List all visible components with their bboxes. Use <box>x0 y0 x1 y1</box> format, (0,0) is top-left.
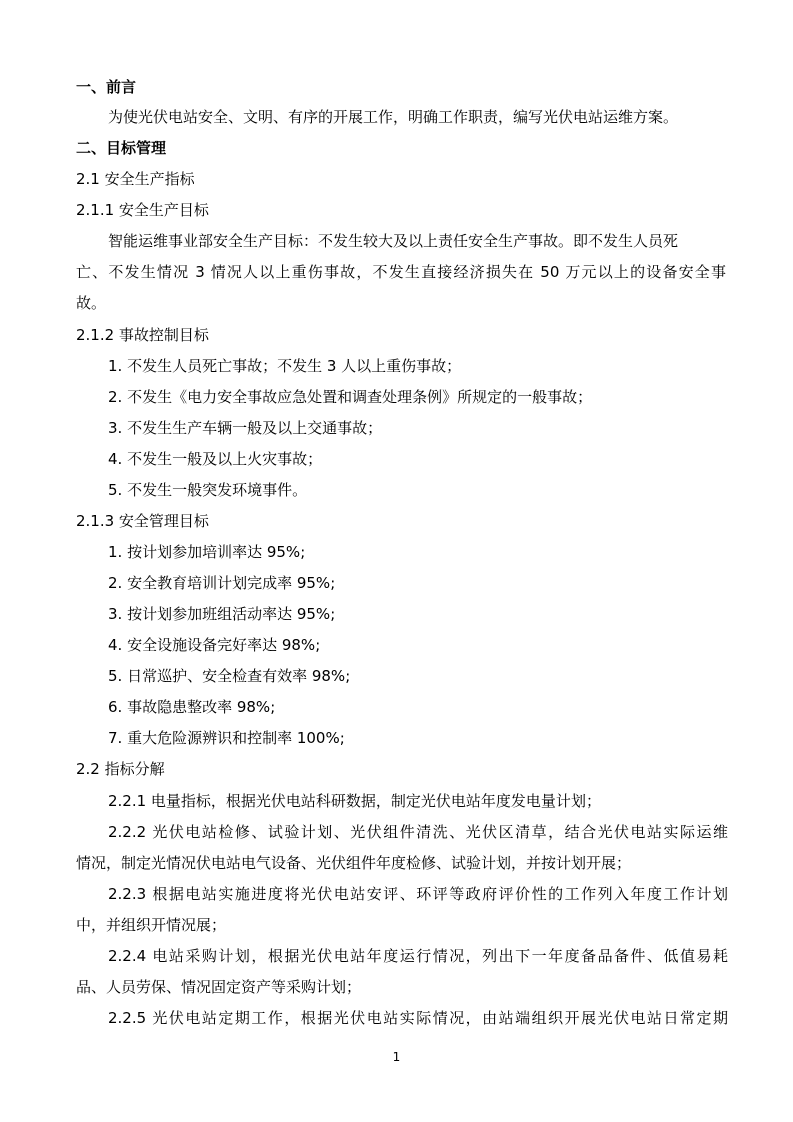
paragraph-line: 2.2.3 根据电站实施进度将光伏电站安评、环评等政府评价性的工作列入年度工作计划 <box>108 885 728 903</box>
paragraph-line: 品、人员劳保、情况固定资产等采购计划； <box>76 978 362 996</box>
paragraph-line: 故。 <box>76 294 107 312</box>
list-item: 1. 不发生人员死亡事故；不发生 3 人以上重伤事故； <box>108 357 462 375</box>
paragraph-line: 情况，制定光情况伏电站电气设备、光伏组件年度检修、试验计划，并按计划开展； <box>76 854 632 872</box>
list-item: 3. 按计划参加班组活动率达 95%; <box>108 605 336 623</box>
paragraph-line: 亡、不发生情况 3 情况人以上重伤事故，不发生直接经济损失在 50 万元以上的设备安全事 <box>76 263 726 281</box>
preface-paragraph: 为使光伏电站安全、文明、有序的开展工作，明确工作职责，编写光伏电站运维方案。 <box>108 108 679 126</box>
paragraph-line: 2.2.4 电站采购计划，根据光伏电站年度运行情况，列出下一年度备品备件、低值易耗 <box>108 947 728 965</box>
list-item: 1. 按计划参加培训率达 95%; <box>108 543 306 561</box>
subsection-heading: 2.1.3 安全管理目标 <box>76 512 209 530</box>
paragraph-line: 2.2.5 光伏电站定期工作，根据光伏电站实际情况，由站端组织开展光伏电站日常定期 <box>108 1009 728 1027</box>
list-item: 5. 日常巡护、安全检查有效率 98%; <box>108 667 351 685</box>
subsection-heading: 2.1 安全生产指标 <box>76 170 195 188</box>
subsection-heading: 2.2 指标分解 <box>76 760 165 778</box>
subsection-heading: 2.1.2 事故控制目标 <box>76 326 209 344</box>
list-item: 7. 重大危险源辨识和控制率 100%; <box>108 729 345 747</box>
paragraph-line: 2.2.1 电量指标，根据光伏电站科研数据，制定光伏电站年度发电量计划； <box>108 792 601 810</box>
subsection-heading: 2.1.1 安全生产目标 <box>76 201 209 219</box>
list-item: 2. 不发生《电力安全事故应急处置和调查处理条例》所规定的一般事故； <box>108 388 593 406</box>
list-item: 2. 安全教育培训计划完成率 95%; <box>108 574 336 592</box>
paragraph-line: 智能运维事业部安全生产目标：不发生较大及以上责任安全生产事故。即不发生人员死 <box>108 232 679 250</box>
list-item: 6. 事故隐患整改率 98%; <box>108 698 276 716</box>
page-number: 1 <box>392 1050 401 1064</box>
paragraph-line: 2.2.2 光伏电站检修、试验计划、光伏组件清洗、光伏区清草，结合光伏电站实际运维 <box>108 823 728 841</box>
list-item: 4. 不发生一般及以上火灾事故； <box>108 450 323 468</box>
list-item: 3. 不发生生产车辆一般及以上交通事故； <box>108 419 383 437</box>
list-item: 5. 不发生一般突发环境事件。 <box>108 481 308 499</box>
list-item: 4. 安全设施设备完好率达 98%; <box>108 636 321 654</box>
paragraph-line: 中，并组织开情况展； <box>76 916 227 934</box>
section-heading-preface: 一、前言 <box>76 78 137 96</box>
section-heading-target-management: 二、目标管理 <box>76 139 167 157</box>
